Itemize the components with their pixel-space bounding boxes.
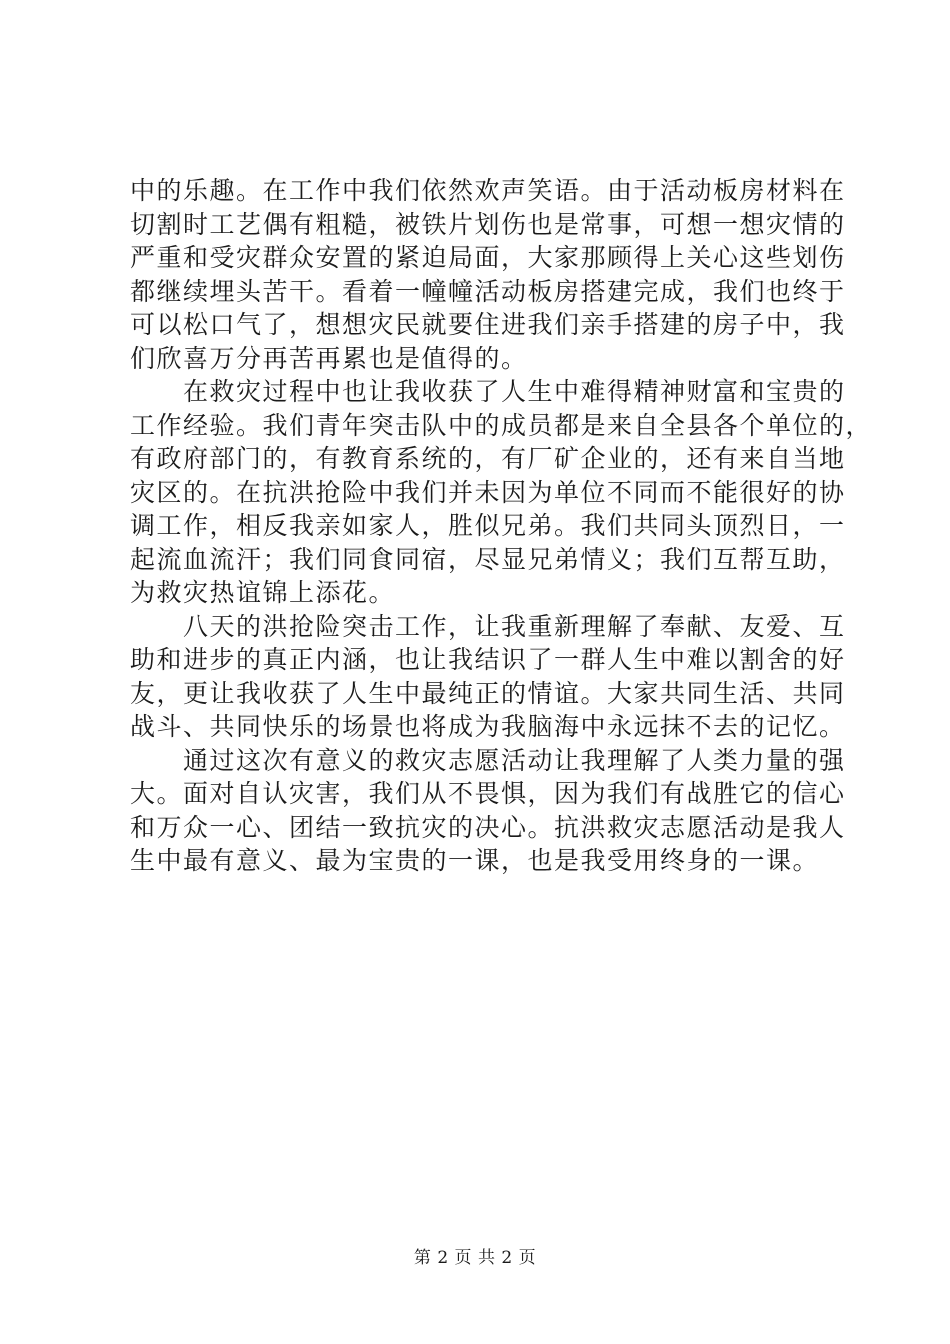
text-line: 友，更让我收获了人生中最纯正的情谊。大家共同生活、共同 bbox=[130, 678, 846, 708]
text-line: 战斗、共同快乐的场景也将成为我脑海中永远抹不去的记忆。 bbox=[130, 712, 846, 741]
text-line: 调工作，相反我亲如家人，胜似兄弟。我们共同头顶烈日，一 bbox=[130, 511, 846, 540]
text-line: 都继续埋头苦干。看着一幢幢活动板房搭建完成，我们也终于 bbox=[130, 276, 846, 306]
text-line: 工作经验。我们青年突击队中的成员都是来自全县各个单位的， bbox=[130, 410, 873, 440]
text-line: 生中最有意义、最为宝贵的一课，也是我受用终身的一课。 bbox=[130, 846, 820, 875]
text-line: 严重和受灾群众安置的紧迫局面，大家那顾得上关心这些划伤 bbox=[130, 243, 846, 272]
text-line: 中的乐趣。在工作中我们依然欢声笑语。由于活动板房材料在 bbox=[130, 176, 846, 205]
text-line: 灾区的。在抗洪抢险中我们并未因为单位不同而不能很好的协 bbox=[130, 477, 846, 507]
text-line: 有政府部门的，有教育系统的，有厂矿企业的，还有来自当地 bbox=[130, 444, 846, 473]
text-line: 通过这次有意义的救灾志愿活动让我理解了人类力量的强 bbox=[130, 745, 846, 775]
text-line: 为救灾热谊锦上添花。 bbox=[130, 578, 396, 607]
text-line: 可以松口气了，想想灾民就要住进我们亲手搭建的房子中，我 bbox=[130, 310, 846, 339]
document-body bbox=[130, 174, 873, 878]
page-number-footer: 第 2 页 共 2 页 bbox=[413, 1248, 537, 1268]
text-line: 八天的洪抢险突击工作，让我重新理解了奉献、友爱、互 bbox=[130, 611, 846, 641]
text-line: 在救灾过程中也让我收获了人生中难得精神财富和宝贵的 bbox=[130, 377, 846, 406]
text-line: 们欣喜万分再苦再累也是值得的。 bbox=[130, 343, 528, 373]
text-line: 切割时工艺偶有粗糙，被铁片划伤也是常事，可想一想灾情的 bbox=[130, 209, 846, 239]
text-line: 大。面对自认灾害，我们从不畏惧，因为我们有战胜它的信心 bbox=[130, 779, 846, 808]
text-line: 和万众一心、团结一致抗灾的决心。抗洪救灾志愿活动是我人 bbox=[130, 812, 846, 842]
text-line: 起流血流汗；我们同食同宿，尽显兄弟情义；我们互帮互助， bbox=[130, 544, 846, 574]
text-line: 助和进步的真正内涵，也让我结识了一群人生中难以割舍的好 bbox=[130, 645, 846, 674]
